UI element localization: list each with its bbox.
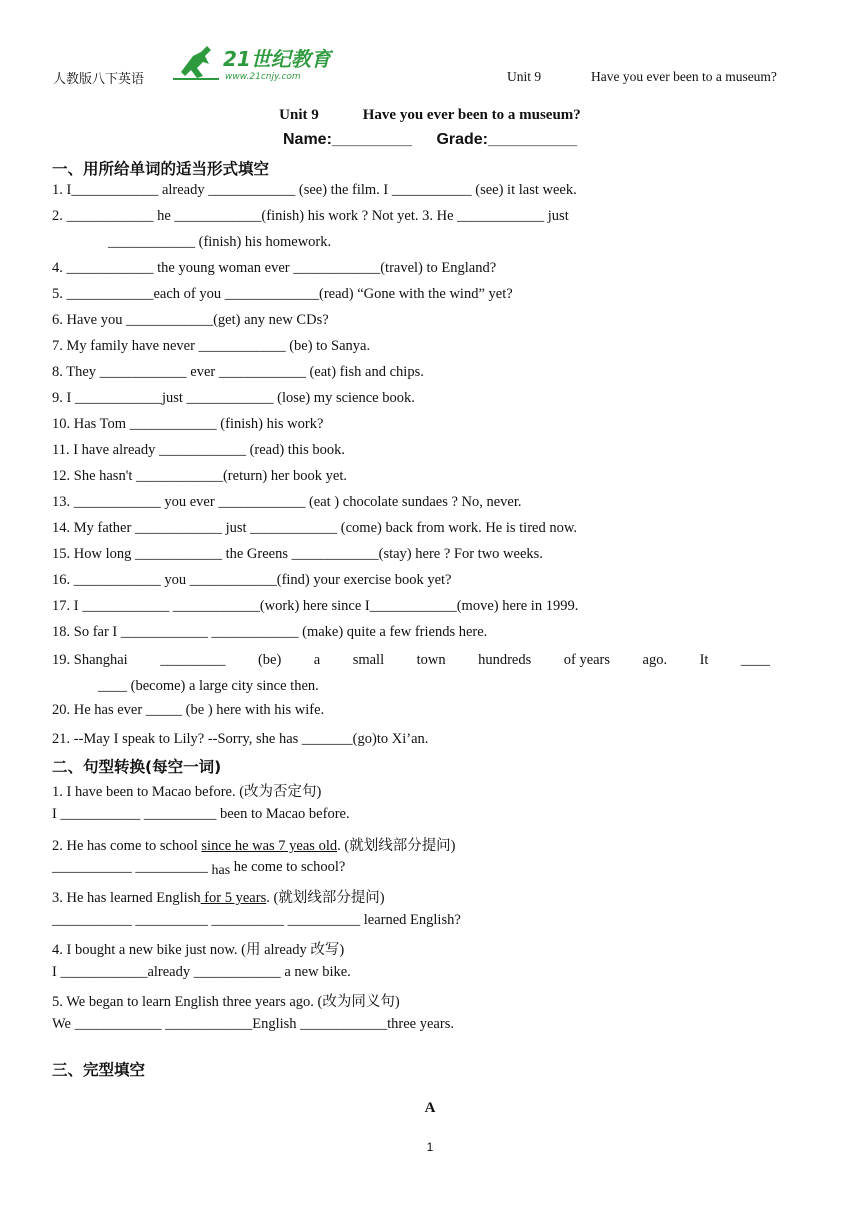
s1-line: 17. I ____________ ____________(work) here since I____________(move) here in 1999.: [52, 598, 579, 614]
s2-q3-answer: ___________ __________ __________ __________ learned English?: [52, 912, 461, 928]
doc-title-unit: Unit 9: [279, 107, 319, 123]
q3-text: 3. He has learned English: [52, 890, 201, 906]
s1-line: 20. He has ever _____ (be ) here with his wife.: [52, 702, 325, 718]
word: ago.: [642, 652, 668, 668]
s1-line: 10. Has Tom ____________ (finish) his work?: [52, 416, 324, 432]
s1-line: 13. ____________ you ever ____________ (eat ) chocolate sundaes ? No, never.: [52, 494, 522, 510]
s1-line: 4. ____________ the young woman ever ____________(travel) to England?: [52, 260, 497, 276]
q2a-blanks: ___________ __________: [52, 859, 212, 875]
s1-line: 14. My father ____________ just ____________ (come) back from work. He is tired now.: [52, 520, 577, 536]
q2-text: 2. He has come to school: [52, 838, 202, 854]
section2-heading: 二、句型转换(每空一词): [52, 758, 222, 776]
word: of years: [563, 652, 611, 668]
s1-line: 2. ____________ he ____________(finish) his work ? Not yet. 3. He ____________ just: [52, 208, 569, 224]
page-number: 1: [426, 1140, 434, 1154]
passage-label: A: [424, 1100, 436, 1116]
q2-instruction: . (就划线部分提问): [337, 838, 456, 854]
s1-line: 11. I have already ____________ (read) this book.: [52, 442, 346, 458]
s2-q3: [52, 886, 820, 907]
s2-q2: [52, 834, 820, 855]
word: 19. Shanghai: [52, 652, 128, 668]
word: _________: [160, 652, 226, 668]
s1-line: 16. ____________ you ____________(find) your exercise book yet?: [52, 572, 452, 588]
word: (be): [257, 652, 282, 668]
q3-underlined: for 5 years: [200, 890, 267, 906]
q3-instruction: . (就划线部分提问): [266, 890, 385, 906]
q2a-rest: he come to school?: [230, 859, 346, 875]
doc-title: [0, 107, 860, 124]
section3-heading: 三、完型填空: [52, 1061, 146, 1079]
s1-line: ____ (become) a large city since then.: [98, 678, 319, 694]
header-title: Have you ever been to a museum?: [591, 69, 777, 84]
s2-q5-answer: We ____________ ____________English ____________three years.: [52, 1016, 454, 1032]
word: small: [352, 652, 385, 668]
header-unit: Unit 9: [507, 69, 542, 84]
s2-q2-answer: [52, 859, 820, 876]
s2-q4: 4. I bought a new bike just now. (用 already 改写): [52, 942, 345, 958]
s2-q4-answer: I ____________already ____________ a new bike.: [52, 964, 351, 980]
grade-field: Grade:__________: [436, 131, 577, 148]
s1-line-19: [52, 652, 770, 669]
s1-line: 21. --May I speak to Lily? --Sorry, she has _______(go)to Xi’an.: [52, 731, 429, 747]
s1-line: 8. They ____________ ever ____________ (eat) fish and chips.: [52, 364, 424, 380]
s1-line: 1. I____________ already ____________ (see) the film. I ___________ (see) it last week.: [52, 182, 577, 198]
word: a: [313, 652, 321, 668]
s2-q1-answer: I ___________ __________ been to Macao before.: [52, 806, 350, 822]
runner-icon: [181, 46, 211, 78]
doc-title-text: Have you ever been to a museum?: [362, 107, 581, 123]
s2-q1: 1. I have been to Macao before. (改为否定句): [52, 784, 322, 800]
svg-text:www.21cnjy.com: www.21cnjy.com: [225, 72, 301, 82]
q2-underlined: since he was 7 yeas old: [201, 838, 338, 854]
s2-q5: 5. We began to learn English three years ago. (改为同义句): [52, 994, 400, 1010]
logo: [173, 42, 333, 84]
word: ____: [740, 652, 770, 668]
s1-line: 12. She hasn't ____________(return) her book yet.: [52, 468, 347, 484]
name-grade-line: [0, 131, 860, 149]
q2a-has: has: [211, 863, 231, 878]
s1-line: 9. I ____________just ____________ (lose) my science book.: [52, 390, 415, 406]
header-left: 人教版八下英语: [53, 71, 145, 86]
word: hundreds: [478, 652, 532, 668]
name-field: Name:_________: [282, 131, 412, 148]
s1-line: 7. My family have never ____________ (be) to Sanya.: [52, 338, 371, 354]
s1-line: 5. ____________each of you _____________(read) “Gone with the wind” yet?: [52, 286, 513, 302]
word: town: [416, 652, 446, 668]
svg-text:21世纪教育: 21世纪教育: [223, 47, 331, 71]
s1-line: ____________ (finish) his homework.: [108, 234, 332, 250]
section1-heading: 一、用所给单词的适当形式填空: [52, 160, 270, 178]
s1-line: 15. How long ____________ the Greens ____________(stay) here ? For two weeks.: [52, 546, 543, 562]
s1-line: 18. So far I ____________ ____________ (make) quite a few friends here.: [52, 624, 488, 640]
word: It: [699, 652, 709, 668]
s1-line: 6. Have you ____________(get) any new CDs?: [52, 312, 329, 328]
